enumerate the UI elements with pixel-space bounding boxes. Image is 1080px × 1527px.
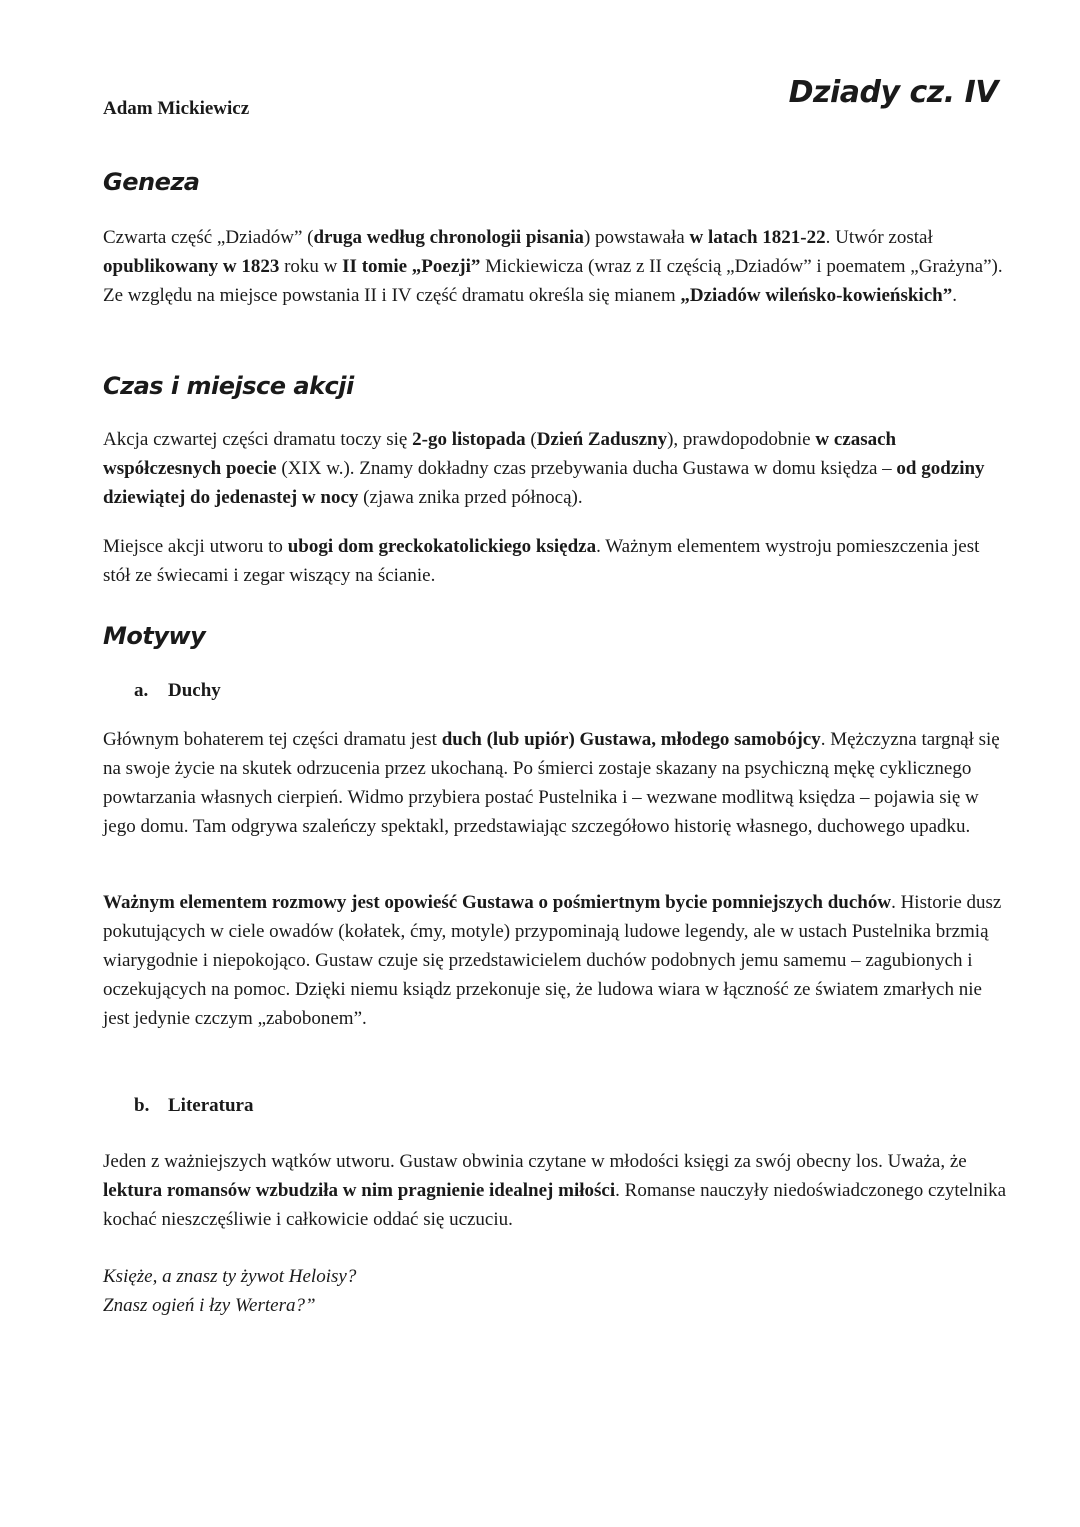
paragraph-duchy-1: Głównym bohaterem tej części dramatu jest duch (lub upiór) Gustawa, młodego samobójcy. Mężczyzna targnął się na swoje życie na skutek odrzucenia przez ukochaną. Po śmierci zostaje skazany na psychiczną mękę cyklicznego powtarzania własnych cierpień. Widmo przybiera postać Pustelnika i – wezwane modlitwą księdza – pojawia się w jego domu. Tam odgrywa szaleńczy spektakl, przedstawiając szczegółowo historię własnego, duchowego upadku. [103,729,1000,837]
heading-czas-i-miejsce-akcji: Czas i miejsce akcji [103,372,354,400]
heading-geneza: Geneza [103,168,200,196]
paragraph-miejsce-akcji: Miejsce akcji utworu to ubogi dom greckokatolickiego księdza. Ważnym elementem wystroju pomieszczenia jest stół ze świecami i zegar wiszący na ścianie. [103,536,980,586]
author-name: Adam Mickiewicz [103,98,250,119]
document-title: Dziady cz. IV [788,75,998,110]
subheading-duchy: a. Duchy [134,680,221,701]
quote-heloisa-werter: Księże, a znasz ty żywot Heloisy? Znasz ogień i łzy Wertera?” [103,1266,357,1316]
paragraph-geneza: Czwarta część „Dziadów” (druga według chronologii pisania) powstawała w latach 1821-22. Utwór został opublikowany w 1823 roku w II tomie „Poezji” Mickiewicza (wraz z II częścią „Dziadów” i poematem „Grażyna”). Ze względu na miejsce powstania II i IV część dramatu określa się mianem „Dziadów wileńsko-kowieńskich”. [103,227,1003,306]
paragraph-czas-akcji: Akcja czwartej części dramatu toczy się 2-go listopada (Dzień Zaduszny), prawdopodobnie w czasach współczesnych poecie (XIX w.). Znamy dokładny czas przebywania ducha Gustawa w domu księdza – od godziny dziewiątej do jedenastej w nocy (zjawa znika przed północą). [103,429,985,508]
subheading-literatura: b. Literatura [134,1095,254,1116]
paragraph-literatura: Jeden z ważniejszych wątków utworu. Gustaw obwinia czytane w młodości księgi za swój obecny los. Uważa, że lektura romansów wzbudziła w nim pragnienie idealnej miłości. Romanse nauczyły niedoświadczonego czytelnika kochać nieszczęśliwie i całkowicie oddać się uczuciu. [103,1151,1007,1230]
paragraph-duchy-2: Ważnym elementem rozmowy jest opowieść Gustawa o pośmiertnym bycie pomniejszych duchów. Historie dusz pokutujących w ciele owadów (kołatek, ćmy, motyle) przypominają ludowe legendy, ale w ustach Pustelnika brzmią wiarygodnie i niepokojąco. Gustaw czuje się przedstawicielem duchów podobnych jemu samemu – zagubionych i oczekujących na pomoc. Dzięki niemu ksiądz przekonuje się, że ludowa wiara w łączność ze światem zmarłych nie jest jedynie czczym „zabobonem”. [103,892,1002,1029]
heading-motywy: Motywy [103,622,206,650]
